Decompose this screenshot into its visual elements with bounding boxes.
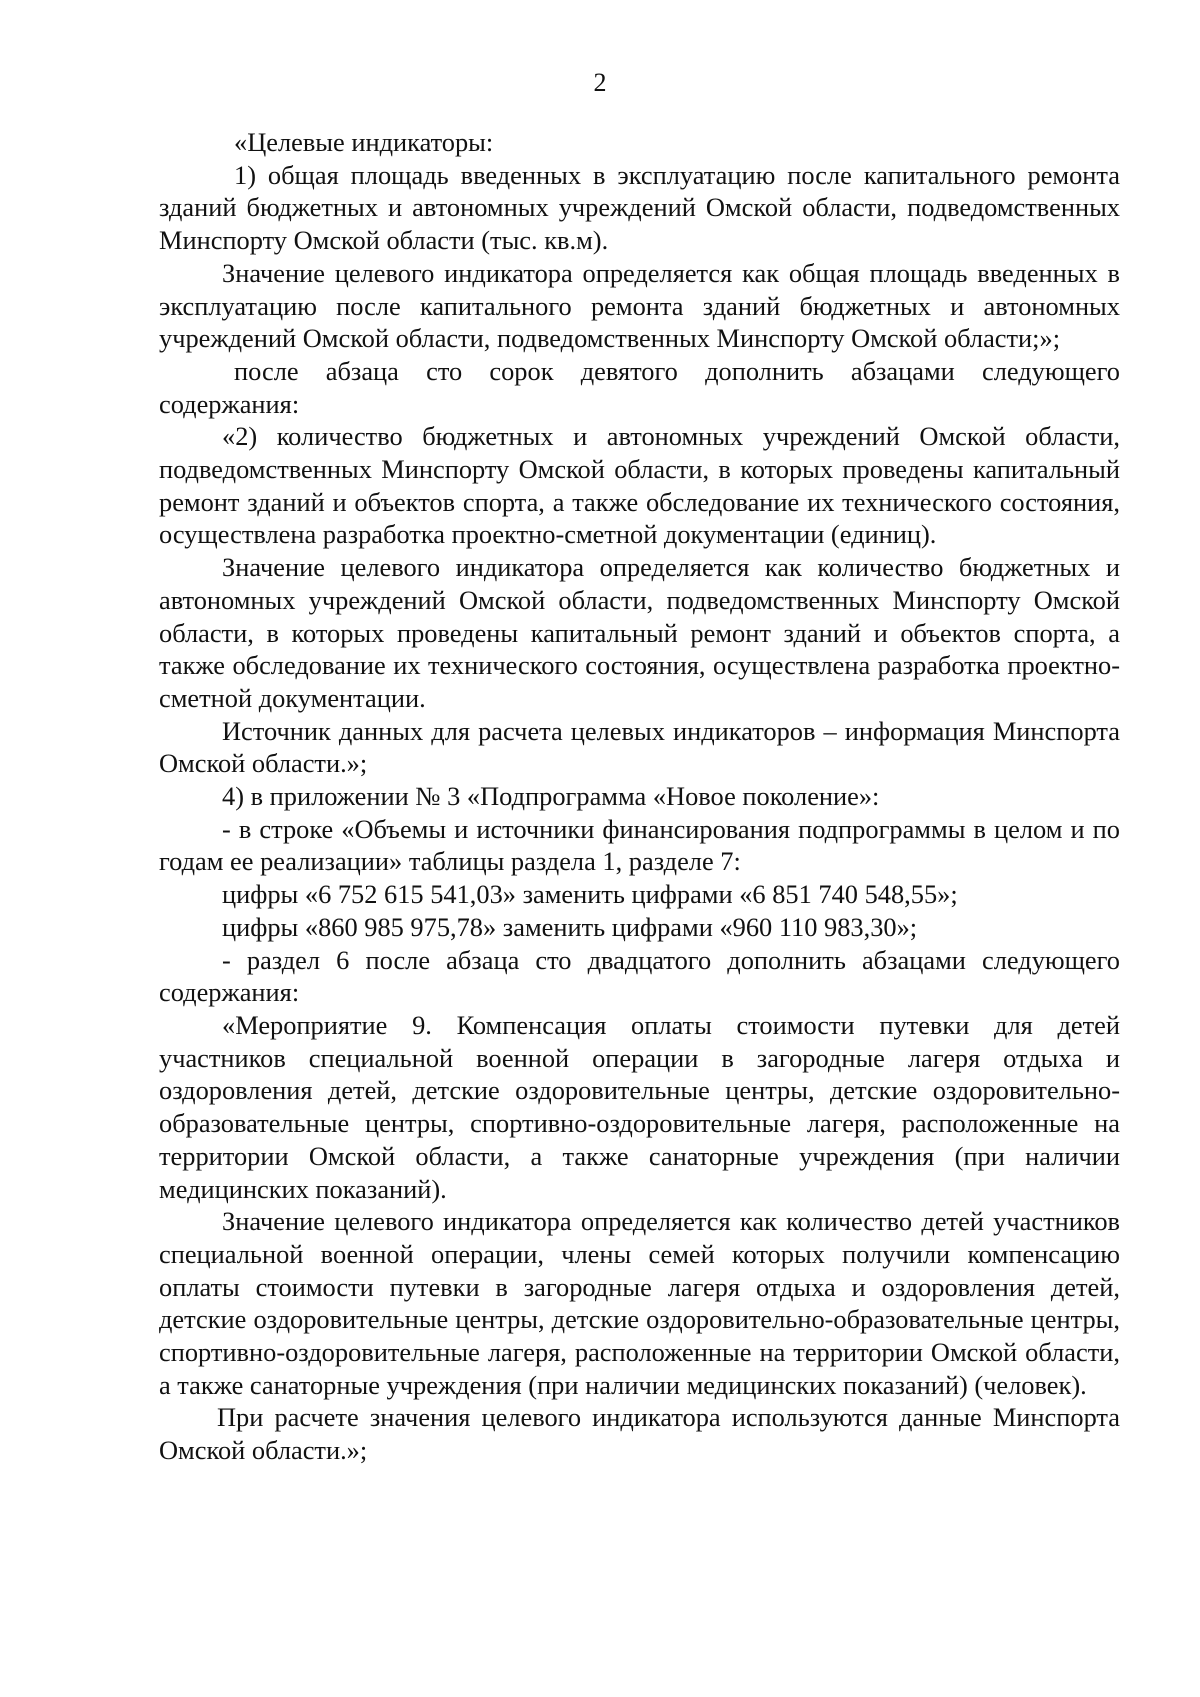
paragraph-indicator-2: «2) количество бюджетных и автономных учреждений Омской области, подведомственных Минспорту Омской области, в которых проведены капитальный ремонт зданий и объектов спорта, а также обследование их технического состояния, осуществлена разработка проектно-сметной документации (единиц). xyxy=(159,421,1120,550)
paragraph-indicator-1-value: Значение целевого индикатора определяется как общая площадь введенных в эксплуатацию после капитального ремонта зданий бюджетных и автономных учреждений Омской области, подведомственных Минспорту Омской области;»; xyxy=(159,257,1120,354)
paragraph-appendix-3: 4) в приложении № 3 «Подпрограмма «Новое поколение»: xyxy=(222,781,880,812)
paragraph-indicator-1: 1) общая площадь введенных в эксплуатацию после капитального ремонта зданий бюджетных и автономных учреждений Омской области, подведомственных Минспорту Омской области (тыс. кв.м). xyxy=(159,159,1120,256)
paragraph-measure-9-indicator-value: Значение целевого индикатора определяется как количество детей участников специальной военной операции, члены семей которых получили компенсацию оплаты стоимости путевки в загородные лагеря отдыха и оздоровления детей, детские оздоровительные центры, детские оздоровительно-образовательные центры, спортивно-оздоровительные лагеря, расположенные на территории Омской области, а также санаторные учреждения (при наличии медицинских показаний) (человек). xyxy=(159,1206,1120,1400)
paragraph-data-source: Источник данных для расчета целевых индикаторов – информация Минспорта Омской области.»; xyxy=(159,715,1120,779)
paragraph-section-6-instruction: - раздел 6 после абзаца сто двадцатого дополнить абзацами следующего содержания: xyxy=(159,944,1120,1008)
paragraph-insertion-instruction: после абзаца сто сорок девятого дополнить абзацами следующего содержания: xyxy=(159,355,1120,419)
document-body xyxy=(159,126,1120,1467)
paragraph-figures-replacement-1: цифры «6 752 615 541,03» заменить цифрами «6 851 740 548,55»; xyxy=(222,879,958,910)
page-number: 2 xyxy=(593,68,607,97)
paragraph-financing-row: - в строке «Объемы и источники финансирования подпрограммы в целом и по годам ее реализации» таблицы раздела 1, разделе 7: xyxy=(159,813,1120,877)
paragraph-indicator-2-value: Значение целевого индикатора определяется как количество бюджетных и автономных учреждений Омской области, подведомственных Минспорту Омской области, в которых проведены капитальный ремонт зданий и объектов спорта, а также обследование их технического состояния, осуществлена разработка проектно-сметной документации. xyxy=(159,552,1120,713)
paragraph-calculation-data: При расчете значения целевого индикатора используются данные Минспорта Омской области.»; xyxy=(159,1402,1120,1466)
paragraph-measure-9: «Мероприятие 9. Компенсация оплаты стоимости путевки для детей участников специальной военной операции в загородные лагеря отдыха и оздоровления детей, детские оздоровительные центры, детские оздоровительно-образовательные центры, спортивно-оздоровительные лагеря, расположенные на территории Омской области, а также санаторные учреждения (при наличии медицинских показаний). xyxy=(159,1009,1120,1204)
paragraph-figures-replacement-2: цифры «860 985 975,78» заменить цифрами «960 110 983,30»; xyxy=(222,911,918,942)
paragraph-target-indicators-heading: «Целевые индикаторы: xyxy=(234,127,494,157)
